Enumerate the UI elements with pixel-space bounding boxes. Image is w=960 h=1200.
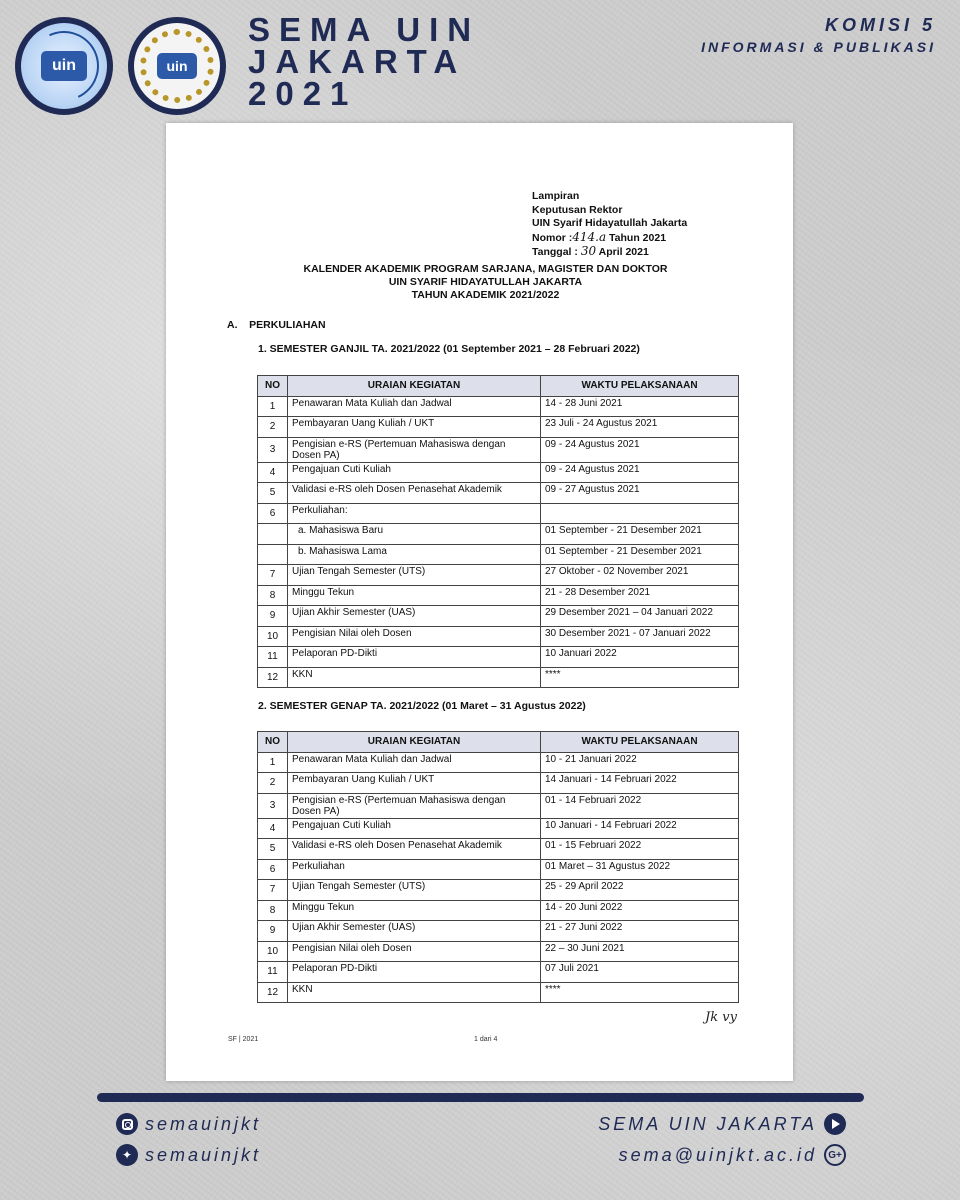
row-activity: Validasi e-RS oleh Dosen Penasehat Akademik <box>288 839 541 860</box>
table-row <box>258 859 739 880</box>
row-activity: KKN <box>288 982 541 1003</box>
table-row <box>258 647 739 668</box>
row-activity: Pembayaran Uang Kuliah / UKT <box>288 773 541 794</box>
nomor-handwritten: 414.a <box>572 229 607 244</box>
lampiran-line: Keputusan Rektor <box>532 203 623 216</box>
row-activity: a. Mahasiswa Baru <box>288 524 541 545</box>
table-row <box>258 667 739 688</box>
tanggal-line <box>532 245 687 260</box>
row-number: 9 <box>258 606 288 627</box>
row-activity: Pelaporan PD-Dikti <box>288 647 541 668</box>
row-time <box>541 503 739 524</box>
table-row <box>258 565 739 586</box>
row-time: 01 September - 21 Desember 2021 <box>541 524 739 545</box>
twitter-link[interactable] <box>116 1144 261 1166</box>
sema-logo <box>128 17 226 115</box>
semester2-heading: 2. SEMESTER GENAP TA. 2021/2022 (01 Maret – 31 Agustus 2022) <box>258 700 586 712</box>
uin-logo-text: uin <box>41 51 87 81</box>
row-time: 22 – 30 Juni 2021 <box>541 941 739 962</box>
row-time: **** <box>541 667 739 688</box>
col-activity: URAIAN KEGIATAN <box>288 376 541 397</box>
row-number: 4 <box>258 462 288 483</box>
col-no: NO <box>258 376 288 397</box>
title-line-2: JAKARTA <box>248 43 467 80</box>
row-activity: Ujian Tengah Semester (UTS) <box>288 565 541 586</box>
table-row <box>258 503 739 524</box>
row-activity: Pengajuan Cuti Kuliah <box>288 462 541 483</box>
row-time: 30 Desember 2021 - 07 Januari 2022 <box>541 626 739 647</box>
row-number: 1 <box>258 396 288 417</box>
nomor-label: Nomor : <box>532 231 573 244</box>
row-activity: Penawaran Mata Kuliah dan Jadwal <box>288 396 541 417</box>
row-number: 1 <box>258 752 288 773</box>
twitter-icon: ✦ <box>116 1144 138 1166</box>
row-activity: Pengisian Nilai oleh Dosen <box>288 941 541 962</box>
row-activity: Pengisian e-RS (Pertemuan Mahasiswa dengan Dosen PA) <box>288 437 541 462</box>
komisi-title: KOMISI 5 <box>824 15 936 35</box>
orbit-ring-icon <box>19 21 109 111</box>
row-number: 5 <box>258 839 288 860</box>
row-number: 9 <box>258 921 288 942</box>
row-time: 01 Maret – 31 Agustus 2022 <box>541 859 739 880</box>
row-activity: Ujian Akhir Semester (UAS) <box>288 921 541 942</box>
row-number: 10 <box>258 941 288 962</box>
row-activity: Pembayaran Uang Kuliah / UKT <box>288 417 541 438</box>
table-row <box>258 982 739 1003</box>
col-time: WAKTU PELAKSANAAN <box>541 732 739 753</box>
page-title <box>248 11 481 112</box>
row-time: 07 Juli 2021 <box>541 962 739 983</box>
row-time: 14 - 28 Juni 2021 <box>541 396 739 417</box>
doc-title-line: UIN SYARIF HIDAYATULLAH JAKARTA <box>388 276 583 288</box>
table-row <box>258 524 739 545</box>
document-title <box>166 263 793 302</box>
youtube-link[interactable] <box>598 1113 846 1135</box>
komisi-label <box>701 14 936 58</box>
email-link[interactable] <box>619 1144 846 1166</box>
semester1-table <box>257 375 739 688</box>
row-number: 8 <box>258 585 288 606</box>
section-a-heading: A. PERKULIAHAN <box>227 319 326 331</box>
doc-title-line: TAHUN AKADEMIK 2021/2022 <box>411 289 560 301</box>
table-row <box>258 839 739 860</box>
table-row <box>258 437 739 462</box>
row-time: 29 Desember 2021 – 04 Januari 2022 <box>541 606 739 627</box>
row-time: 21 - 27 Juni 2022 <box>541 921 739 942</box>
table-row <box>258 773 739 794</box>
row-number: 11 <box>258 647 288 668</box>
row-time: 10 Januari - 14 Februari 2022 <box>541 818 739 839</box>
row-number: 12 <box>258 667 288 688</box>
col-activity: URAIAN KEGIATAN <box>288 732 541 753</box>
doc-page-number: 1 dari 4 <box>474 1036 498 1043</box>
table-row <box>258 585 739 606</box>
youtube-icon <box>824 1113 846 1135</box>
row-activity: Ujian Akhir Semester (UAS) <box>288 606 541 627</box>
row-activity: Pelaporan PD-Dikti <box>288 962 541 983</box>
row-number: 5 <box>258 483 288 504</box>
semester1-heading: 1. SEMESTER GANJIL TA. 2021/2022 (01 September 2021 – 28 Februari 2022) <box>258 343 640 355</box>
komisi-subtitle: INFORMASI & PUBLIKASI <box>701 39 936 55</box>
row-activity: Minggu Tekun <box>288 900 541 921</box>
col-time: WAKTU PELAKSANAAN <box>541 376 739 397</box>
row-time: 10 - 21 Januari 2022 <box>541 752 739 773</box>
row-time: 21 - 28 Desember 2021 <box>541 585 739 606</box>
title-line-1: SEMA UIN <box>248 11 481 48</box>
row-time: 01 - 14 Februari 2022 <box>541 793 739 818</box>
instagram-link[interactable] <box>116 1113 261 1135</box>
table-row <box>258 962 739 983</box>
row-number: 8 <box>258 900 288 921</box>
tanggal-handwritten: 30 <box>580 244 597 258</box>
row-number: 10 <box>258 626 288 647</box>
signature-initials: Jk vy <box>705 1010 737 1025</box>
table-row <box>258 544 739 565</box>
row-number <box>258 524 288 545</box>
sema-logo-text: uin <box>157 53 197 79</box>
row-number: 2 <box>258 773 288 794</box>
instagram-handle: semauinjkt <box>145 1113 262 1134</box>
row-number: 4 <box>258 818 288 839</box>
row-number: 2 <box>258 417 288 438</box>
col-no: NO <box>258 732 288 753</box>
table-row <box>258 818 739 839</box>
table-row <box>258 396 739 417</box>
row-activity: KKN <box>288 667 541 688</box>
table-row <box>258 417 739 438</box>
table-row <box>258 921 739 942</box>
row-number: 6 <box>258 503 288 524</box>
title-line-3: 2021 <box>248 75 358 112</box>
row-activity: Minggu Tekun <box>288 585 541 606</box>
table-row <box>258 483 739 504</box>
table-row <box>258 941 739 962</box>
tanggal-label: Tanggal : <box>532 246 578 258</box>
row-time: 09 - 24 Agustus 2021 <box>541 462 739 483</box>
row-time: 27 Oktober - 02 November 2021 <box>541 565 739 586</box>
row-time: 09 - 27 Agustus 2021 <box>541 483 739 504</box>
footer-divider <box>97 1093 864 1102</box>
row-time: **** <box>541 982 739 1003</box>
row-time: 09 - 24 Agustus 2021 <box>541 437 739 462</box>
tanggal-rest: April 2021 <box>598 246 649 258</box>
row-number: 12 <box>258 982 288 1003</box>
row-number: 3 <box>258 793 288 818</box>
table-row <box>258 793 739 818</box>
semester2-table <box>257 731 739 1003</box>
row-activity: Pengisian Nilai oleh Dosen <box>288 626 541 647</box>
row-time: 14 Januari - 14 Februari 2022 <box>541 773 739 794</box>
table-row <box>258 462 739 483</box>
table-row <box>258 752 739 773</box>
row-activity: Perkuliahan <box>288 859 541 880</box>
row-time: 23 Juli - 24 Agustus 2021 <box>541 417 739 438</box>
lampiran-line: UIN Syarif Hidayatullah Jakarta <box>532 217 688 229</box>
row-activity: b. Mahasiswa Lama <box>288 544 541 565</box>
row-number: 7 <box>258 565 288 586</box>
row-time: 01 - 15 Februari 2022 <box>541 839 739 860</box>
table-row <box>258 880 739 901</box>
table-row <box>258 626 739 647</box>
google-plus-icon: G+ <box>824 1144 846 1166</box>
row-number: 3 <box>258 437 288 462</box>
row-activity: Pengisian e-RS (Pertemuan Mahasiswa dengan Dosen PA) <box>288 793 541 818</box>
uin-logo <box>15 17 113 115</box>
lampiran-block <box>532 190 687 260</box>
row-number: 7 <box>258 880 288 901</box>
twitter-handle: semauinjkt <box>145 1144 262 1165</box>
youtube-channel: SEMA UIN JAKARTA <box>598 1113 817 1134</box>
document-page <box>166 123 793 1081</box>
row-activity: Penawaran Mata Kuliah dan Jadwal <box>288 752 541 773</box>
table-row <box>258 900 739 921</box>
nomor-year: Tahun 2021 <box>609 231 667 244</box>
row-time: 10 Januari 2022 <box>541 647 739 668</box>
email-address: sema@uinjkt.ac.id <box>618 1144 817 1165</box>
row-activity: Validasi e-RS oleh Dosen Penasehat Akademik <box>288 483 541 504</box>
row-activity: Perkuliahan: <box>288 503 541 524</box>
row-activity: Pengajuan Cuti Kuliah <box>288 818 541 839</box>
doc-title-line: KALENDER AKADEMIK PROGRAM SARJANA, MAGISTER DAN DOKTOR <box>303 263 668 275</box>
lampiran-line: Lampiran <box>532 190 580 202</box>
instagram-icon <box>116 1113 138 1135</box>
row-time: 14 - 20 Juni 2022 <box>541 900 739 921</box>
table-row <box>258 606 739 627</box>
row-number <box>258 544 288 565</box>
row-time: 25 - 29 April 2022 <box>541 880 739 901</box>
nomor-line <box>532 231 687 246</box>
row-time: 01 September - 21 Desember 2021 <box>541 544 739 565</box>
row-number: 6 <box>258 859 288 880</box>
doc-footer-code: SF | 2021 <box>228 1036 259 1043</box>
row-number: 11 <box>258 962 288 983</box>
row-activity: Ujian Tengah Semester (UTS) <box>288 880 541 901</box>
